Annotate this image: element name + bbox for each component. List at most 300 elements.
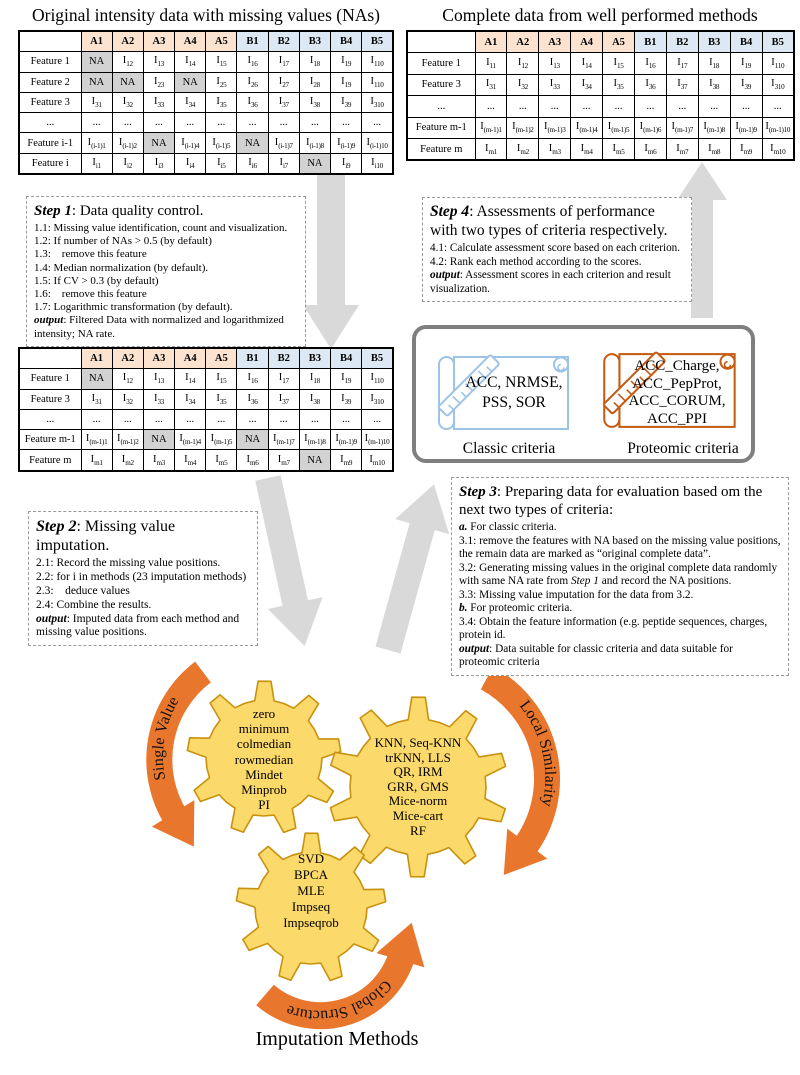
column-header: B4	[331, 348, 362, 369]
table-cell: $I_{110}$	[362, 72, 393, 92]
text-line: 4.1: Calculate assessment score based on each criterion.	[430, 242, 681, 255]
table-row	[19, 52, 393, 72]
table-cell: $I_{28}$	[299, 72, 330, 92]
table-row	[19, 113, 393, 133]
table-cell: NA	[237, 430, 268, 450]
text-line: Mice-cart	[392, 807, 444, 823]
step1-box	[26, 196, 306, 347]
local-similarity-methods	[340, 736, 496, 838]
table-cell: $I_{m2}$	[507, 138, 539, 160]
classic-criteria-label: Classic criteria	[462, 440, 556, 457]
global-structure-label: Global Structure	[283, 976, 395, 1024]
table-cell: $I_{m3}$	[539, 138, 571, 160]
imputation-methods-caption: Imputation Methods	[255, 1028, 419, 1050]
data-table	[18, 347, 394, 472]
row-label: ...	[407, 96, 475, 117]
table-cell: ...	[237, 409, 268, 429]
table-cell: $I_{(m-1)10}$	[762, 117, 794, 138]
table-cell: $I_{11}$	[475, 53, 507, 74]
table-cell: $I_{14}$	[175, 369, 206, 389]
text-line: 3.4: Obtain the feature information (e.g. peptide sequences, charges, protein id.	[459, 615, 770, 642]
table-row	[407, 96, 794, 117]
table-cell: $I_{m1}$	[475, 138, 507, 160]
text-line: ACC_PPI	[646, 410, 708, 427]
table-cell: ...	[331, 409, 362, 429]
text-line: Mice-norm	[388, 793, 448, 809]
table-cell: $I_{12}$	[112, 369, 143, 389]
table-cell: $I_{i6}$	[237, 153, 268, 174]
table-cell: $I_{(i-1)8}$	[299, 133, 330, 153]
text-line: PI	[258, 797, 270, 813]
complete-data-table	[406, 30, 795, 161]
column-header: A1	[475, 31, 507, 53]
table-cell: $I_{110}$	[362, 369, 393, 389]
table-cell: $I_{m10}$	[362, 450, 393, 471]
table-cell: $I_{m8}$	[698, 138, 730, 160]
text-line: MLE	[297, 883, 325, 898]
table-cell: $I_{38}$	[698, 74, 730, 95]
table-cell: ...	[539, 96, 571, 117]
table-cell: $I_{39}$	[331, 389, 362, 409]
header-row	[19, 31, 393, 52]
table-cell: $I_{i9}$	[331, 153, 362, 174]
column-header: B5	[362, 31, 393, 52]
table-cell: $I_{(m-1)1}$	[81, 430, 112, 450]
left-table-title: Original intensity data with missing values (NAs)	[31, 5, 380, 25]
table-cell: ...	[475, 96, 507, 117]
text-line: ACC_CORUM,	[628, 393, 726, 409]
table-cell: $I_{(m-1)9}$	[730, 117, 762, 138]
table-cell: NA	[143, 430, 174, 450]
table-cell: $I_{(i-1)9}$	[331, 133, 362, 153]
text-line: Impseqrob	[283, 915, 339, 930]
table-cell: ...	[143, 113, 174, 133]
text-line: 1.4: Median normalization (by default).	[34, 261, 209, 274]
table-cell: ...	[507, 96, 539, 117]
table-cell: $I_{m3}$	[143, 450, 174, 471]
table-cell: $I_{23}$	[143, 72, 174, 92]
table-row	[19, 92, 393, 112]
flow-arrow-up-to-step3	[361, 477, 461, 658]
row-label: Feature 3	[407, 74, 475, 95]
table-cell: $I_{i4}$	[175, 153, 206, 174]
text-line: RF	[410, 822, 426, 838]
table-cell: $I_{310}$	[762, 74, 794, 95]
table-cell: $I_{17}$	[268, 52, 299, 72]
table-cell: ...	[299, 409, 330, 429]
step4-lines	[430, 242, 684, 296]
table-cell: $I_{39}$	[331, 92, 362, 112]
text-line: ACC_Charge,	[634, 358, 720, 374]
table-cell: $I_{17}$	[268, 369, 299, 389]
text-line: 4.2: Rank each method according to the scores.	[430, 255, 642, 268]
table-cell: $I_{(m-1)1}$	[475, 117, 507, 138]
flow-arrow-down-left	[303, 172, 359, 349]
table-cell: $I_{36}$	[237, 92, 268, 112]
table-cell: $I_{(m-1)5}$	[206, 430, 237, 450]
table-cell: ...	[206, 409, 237, 429]
proteomic-criteria-items	[612, 358, 742, 428]
table-cell: NA	[175, 72, 206, 92]
table-row	[19, 450, 393, 471]
table-cell: $I_{(i-1)10}$	[362, 133, 393, 153]
step4-box	[422, 197, 692, 302]
global-structure-methods	[241, 851, 381, 931]
table-cell: ...	[112, 113, 143, 133]
table-cell: $I_{15}$	[603, 53, 635, 74]
table-cell: $I_{32}$	[507, 74, 539, 95]
original-data-table	[18, 30, 394, 175]
table-cell: ...	[571, 96, 603, 117]
table-cell: $I_{m6}$	[237, 450, 268, 471]
table-cell: ...	[175, 409, 206, 429]
table-cell: ...	[112, 409, 143, 429]
column-header: B1	[634, 31, 666, 53]
table-cell: $I_{12}$	[507, 53, 539, 74]
table-cell: $I_{34}$	[175, 92, 206, 112]
table-cell: $I_{35}$	[206, 92, 237, 112]
single-value-methods	[194, 706, 334, 812]
table-cell: NA	[81, 52, 112, 72]
row-label: Feature m-1	[19, 430, 81, 450]
text-line: output: Data suitable for classic criteria and data suitable for proteomic criteria	[459, 642, 736, 669]
table-cell: $I_{19}$	[730, 53, 762, 74]
table-cell: ...	[666, 96, 698, 117]
row-label: ...	[19, 409, 81, 429]
column-header: A2	[507, 31, 539, 53]
text-line: colmedian	[236, 736, 292, 752]
text-line: QR, IRM	[393, 764, 443, 780]
column-header: B3	[299, 31, 330, 52]
column-header: A4	[175, 31, 206, 52]
table-cell: $I_{33}$	[539, 74, 571, 95]
table-cell: ...	[603, 96, 635, 117]
column-header: B5	[762, 31, 794, 53]
text-line: 3.3: Missing value imputation for the data from 3.2.	[459, 588, 694, 601]
table-cell: $I_{34}$	[175, 389, 206, 409]
header-row	[407, 31, 794, 53]
table-row	[19, 389, 393, 409]
table-cell: $I_{(m-1)5}$	[603, 117, 635, 138]
table-cell: $I_{31}$	[81, 92, 112, 112]
text-line: 2.3: deduce values	[36, 584, 130, 597]
column-header: A5	[603, 31, 635, 53]
column-header: B4	[730, 31, 762, 53]
table-cell: $I_{(m-1)7}$	[268, 430, 299, 450]
table-cell: $I_{14}$	[175, 52, 206, 72]
table-cell: ...	[762, 96, 794, 117]
text-line: 1.5: If CV > 0.3 (by default)	[34, 274, 159, 287]
table-cell: $I_{m7}$	[666, 138, 698, 160]
column-header: A5	[206, 31, 237, 52]
row-label: Feature m	[19, 450, 81, 471]
row-label: ...	[19, 113, 81, 133]
data-table	[406, 30, 795, 161]
table-cell: ...	[81, 113, 112, 133]
table-cell: $I_{(m-1)4}$	[571, 117, 603, 138]
step1-title: Step 1: Data quality control.	[34, 203, 204, 219]
table-cell: $I_{i2}$	[112, 153, 143, 174]
table-cell: ...	[268, 113, 299, 133]
column-header: B1	[237, 348, 268, 369]
column-header	[407, 31, 475, 53]
table-cell: $I_{32}$	[112, 92, 143, 112]
data-table	[18, 30, 394, 175]
text-line: KNN, Seq-KNN	[374, 735, 462, 750]
table-cell: $I_{310}$	[362, 92, 393, 112]
table-cell: $I_{27}$	[268, 72, 299, 92]
table-cell: $I_{110}$	[762, 53, 794, 74]
table-cell: $I_{13}$	[143, 369, 174, 389]
text-line: rowmedian	[234, 751, 294, 767]
table-cell: $I_{(m-1)6}$	[634, 117, 666, 138]
table-cell: $I_{38}$	[299, 92, 330, 112]
row-label: Feature 3	[19, 389, 81, 409]
table-cell: $I_{16}$	[237, 52, 268, 72]
column-header: B1	[237, 31, 268, 52]
table-cell: NA	[112, 72, 143, 92]
table-cell: $I_{31}$	[81, 389, 112, 409]
text-line: a. For classic criteria.	[459, 521, 557, 533]
column-header: B2	[666, 31, 698, 53]
step3-box	[451, 477, 789, 676]
table-cell: $I_{(m-1)3}$	[539, 117, 571, 138]
table-cell: $I_{i10}$	[362, 153, 393, 174]
table-cell: $I_{i3}$	[143, 153, 174, 174]
table-cell: $I_{19}$	[331, 72, 362, 92]
classic-criteria-items	[446, 373, 582, 413]
table-cell: ...	[81, 409, 112, 429]
table-cell: $I_{19}$	[331, 52, 362, 72]
table-cell: $I_{15}$	[206, 369, 237, 389]
table-cell: $I_{37}$	[666, 74, 698, 95]
row-label: Feature i	[19, 153, 81, 174]
table-cell: ...	[299, 113, 330, 133]
table-cell: NA	[237, 133, 268, 153]
step4-title: Step 4: Assessments of performance with two types of criteria respectively.	[430, 203, 668, 239]
table-cell: ...	[730, 96, 762, 117]
step2-lines	[36, 557, 250, 640]
table-cell: $I_{(m-1)2}$	[507, 117, 539, 138]
table-cell: $I_{31}$	[475, 74, 507, 95]
table-cell: $I_{(i-1)4}$	[175, 133, 206, 153]
table-cell: ...	[362, 409, 393, 429]
row-label: Feature 1	[407, 53, 475, 74]
row-label: Feature 2	[19, 72, 81, 92]
column-header: A4	[175, 348, 206, 369]
text-line: b. For proteomic criteria.	[459, 602, 573, 615]
table-cell: ...	[698, 96, 730, 117]
text-line: 1.7: Logarithmic transformation (by default).	[34, 301, 233, 314]
table-cell: NA	[299, 450, 330, 471]
table-cell: $I_{16}$	[237, 369, 268, 389]
table-cell: $I_{13}$	[143, 52, 174, 72]
text-line: Minprob	[241, 782, 287, 798]
text-line: ACC_PepProt,	[632, 375, 722, 392]
table-cell: $I_{m4}$	[571, 138, 603, 160]
table-cell: $I_{m9}$	[331, 450, 362, 471]
text-line: 1.1: Missing value identification, count and visualization.	[34, 222, 288, 234]
table-cell: $I_{32}$	[112, 389, 143, 409]
table-row	[407, 117, 794, 138]
table-cell: $I_{38}$	[299, 389, 330, 409]
row-label: Feature m	[407, 138, 475, 160]
table-cell: $I_{m6}$	[634, 138, 666, 160]
table-cell: $I_{(m-1)8}$	[698, 117, 730, 138]
table-cell: $I_{m5}$	[206, 450, 237, 471]
table-cell: $I_{18}$	[299, 52, 330, 72]
text-line: ACC, NRMSE,	[465, 374, 563, 391]
table-row	[407, 138, 794, 160]
step2-box	[28, 511, 258, 646]
text-line: output: Imputed data from each method and missing value positions.	[36, 612, 243, 639]
right-table-title: Complete data from well performed methods	[442, 5, 758, 25]
step2-title: Step 2: Missing value imputation.	[36, 518, 176, 555]
text-line: minimum	[238, 721, 290, 737]
column-header: A2	[112, 348, 143, 369]
table-cell: $I_{m7}$	[268, 450, 299, 471]
table-cell: $I_{36}$	[237, 389, 268, 409]
proteomic-criteria-label: Proteomic criteria	[627, 440, 739, 457]
table-cell: $I_{m10}$	[762, 138, 794, 160]
table-cell: $I_{14}$	[571, 53, 603, 74]
table-cell: $I_{35}$	[603, 74, 635, 95]
table-cell: $I_{(i-1)7}$	[268, 133, 299, 153]
table-cell: $I_{17}$	[666, 53, 698, 74]
row-label: Feature i-1	[19, 133, 81, 153]
text-line: 3.2: Generating missing values in the original complete data randomly with same NA rate from Step 1 and record the NA positions.	[459, 561, 780, 588]
table-cell: $I_{18}$	[698, 53, 730, 74]
table-row	[19, 72, 393, 92]
table-cell: NA	[143, 133, 174, 153]
table-cell: ...	[268, 409, 299, 429]
column-header: B4	[331, 31, 362, 52]
filtered-data-table	[18, 347, 394, 472]
column-header: A4	[571, 31, 603, 53]
criteria-box	[412, 325, 755, 463]
table-cell: ...	[206, 113, 237, 133]
column-header: A5	[206, 348, 237, 369]
column-header: B3	[698, 31, 730, 53]
table-cell: NA	[81, 72, 112, 92]
table-cell: ...	[362, 113, 393, 133]
table-cell: $I_{(m-1)4}$	[175, 430, 206, 450]
step3-lines	[459, 521, 784, 670]
table-row	[19, 369, 393, 389]
text-line: 3.1: remove the features with NA based on the missing value positions, the remain data are marked as “original complete data”.	[459, 534, 784, 561]
text-line: BPCA	[294, 867, 328, 882]
table-cell: $I_{m1}$	[81, 450, 112, 471]
table-cell: $I_{m2}$	[112, 450, 143, 471]
row-label: Feature 3	[19, 92, 81, 112]
text-line: 2.2: for i in methods (23 imputation methods)	[36, 571, 247, 584]
text-line: Impseq	[291, 899, 331, 914]
table-cell: $I_{(i-1)5}$	[206, 133, 237, 153]
table-row	[19, 153, 393, 174]
table-cell: ...	[237, 113, 268, 133]
row-label: Feature m-1	[407, 117, 475, 138]
table-cell: ...	[143, 409, 174, 429]
table-row	[19, 430, 393, 450]
text-line: Mindet	[245, 766, 283, 782]
local-similarity-label: Local Similarity	[516, 697, 559, 809]
table-cell: $I_{(m-1)7}$	[666, 117, 698, 138]
table-cell: $I_{34}$	[571, 74, 603, 95]
table-cell: $I_{33}$	[143, 389, 174, 409]
table-row	[407, 53, 794, 74]
column-header: B3	[299, 348, 330, 369]
row-label: Feature 1	[19, 369, 81, 389]
table-cell: $I_{(i-1)1}$	[81, 133, 112, 153]
table-cell: $I_{36}$	[634, 74, 666, 95]
table-cell: $I_{310}$	[362, 389, 393, 409]
column-header: A1	[81, 348, 112, 369]
step3-title: Step 3: Preparing data for evaluation based om the next two types of criteria:	[459, 484, 763, 518]
table-cell: $I_{(m-1)2}$	[112, 430, 143, 450]
table-cell: $I_{18}$	[299, 369, 330, 389]
table-cell: $I_{(m-1)8}$	[299, 430, 330, 450]
column-header	[19, 31, 81, 52]
column-header: B2	[268, 348, 299, 369]
table-row	[19, 133, 393, 153]
table-cell: $I_{16}$	[634, 53, 666, 74]
table-cell: $I_{37}$	[268, 92, 299, 112]
column-header	[19, 348, 81, 369]
table-row	[407, 74, 794, 95]
text-line: 1.3: remove this feature	[34, 248, 147, 261]
column-header: A3	[143, 348, 174, 369]
text-line: output: Assessment scores in each criterion and result visualization.	[430, 269, 674, 295]
column-header: A3	[539, 31, 571, 53]
column-header: A3	[143, 31, 174, 52]
table-cell: $I_{12}$	[112, 52, 143, 72]
table-cell: $I_{(i-1)2}$	[112, 133, 143, 153]
table-cell: $I_{(m-1)9}$	[331, 430, 362, 450]
table-cell: $I_{26}$	[237, 72, 268, 92]
table-cell: $I_{m4}$	[175, 450, 206, 471]
step1-lines	[34, 222, 298, 341]
row-label: Feature 1	[19, 52, 81, 72]
text-line: 1.2: If number of NAs > 0.5 (by default)	[34, 235, 212, 248]
table-cell: $I_{19}$	[331, 369, 362, 389]
table-cell: NA	[299, 153, 330, 174]
table-cell: $I_{33}$	[143, 92, 174, 112]
table-cell: $I_{i7}$	[268, 153, 299, 174]
column-header: B2	[268, 31, 299, 52]
table-cell: $I_{(m-1)10}$	[362, 430, 393, 450]
table-cell: $I_{i5}$	[206, 153, 237, 174]
column-header: A1	[81, 31, 112, 52]
text-line: trKNN, LLS	[385, 749, 451, 765]
table-cell: $I_{i1}$	[81, 153, 112, 174]
text-line: output: Filtered Data with normalized and logarithmized intensity; NA rate.	[34, 314, 287, 340]
text-line: 2.4: Combine the results.	[36, 598, 152, 611]
table-cell: $I_{35}$	[206, 389, 237, 409]
text-line: 1.6: remove this feature	[34, 287, 147, 300]
header-row	[19, 348, 393, 369]
table-cell: ...	[634, 96, 666, 117]
text-line: zero	[252, 706, 276, 721]
table-cell: $I_{m5}$	[603, 138, 635, 160]
table-cell: $I_{110}$	[362, 52, 393, 72]
table-cell: $I_{m9}$	[730, 138, 762, 160]
table-cell: $I_{39}$	[730, 74, 762, 95]
text-line: GRR, GMS	[387, 778, 449, 794]
text-line: 2.1: Record the missing value positions.	[36, 557, 221, 570]
text-line: SVD	[297, 851, 324, 866]
table-cell: NA	[81, 369, 112, 389]
table-cell: ...	[331, 113, 362, 133]
